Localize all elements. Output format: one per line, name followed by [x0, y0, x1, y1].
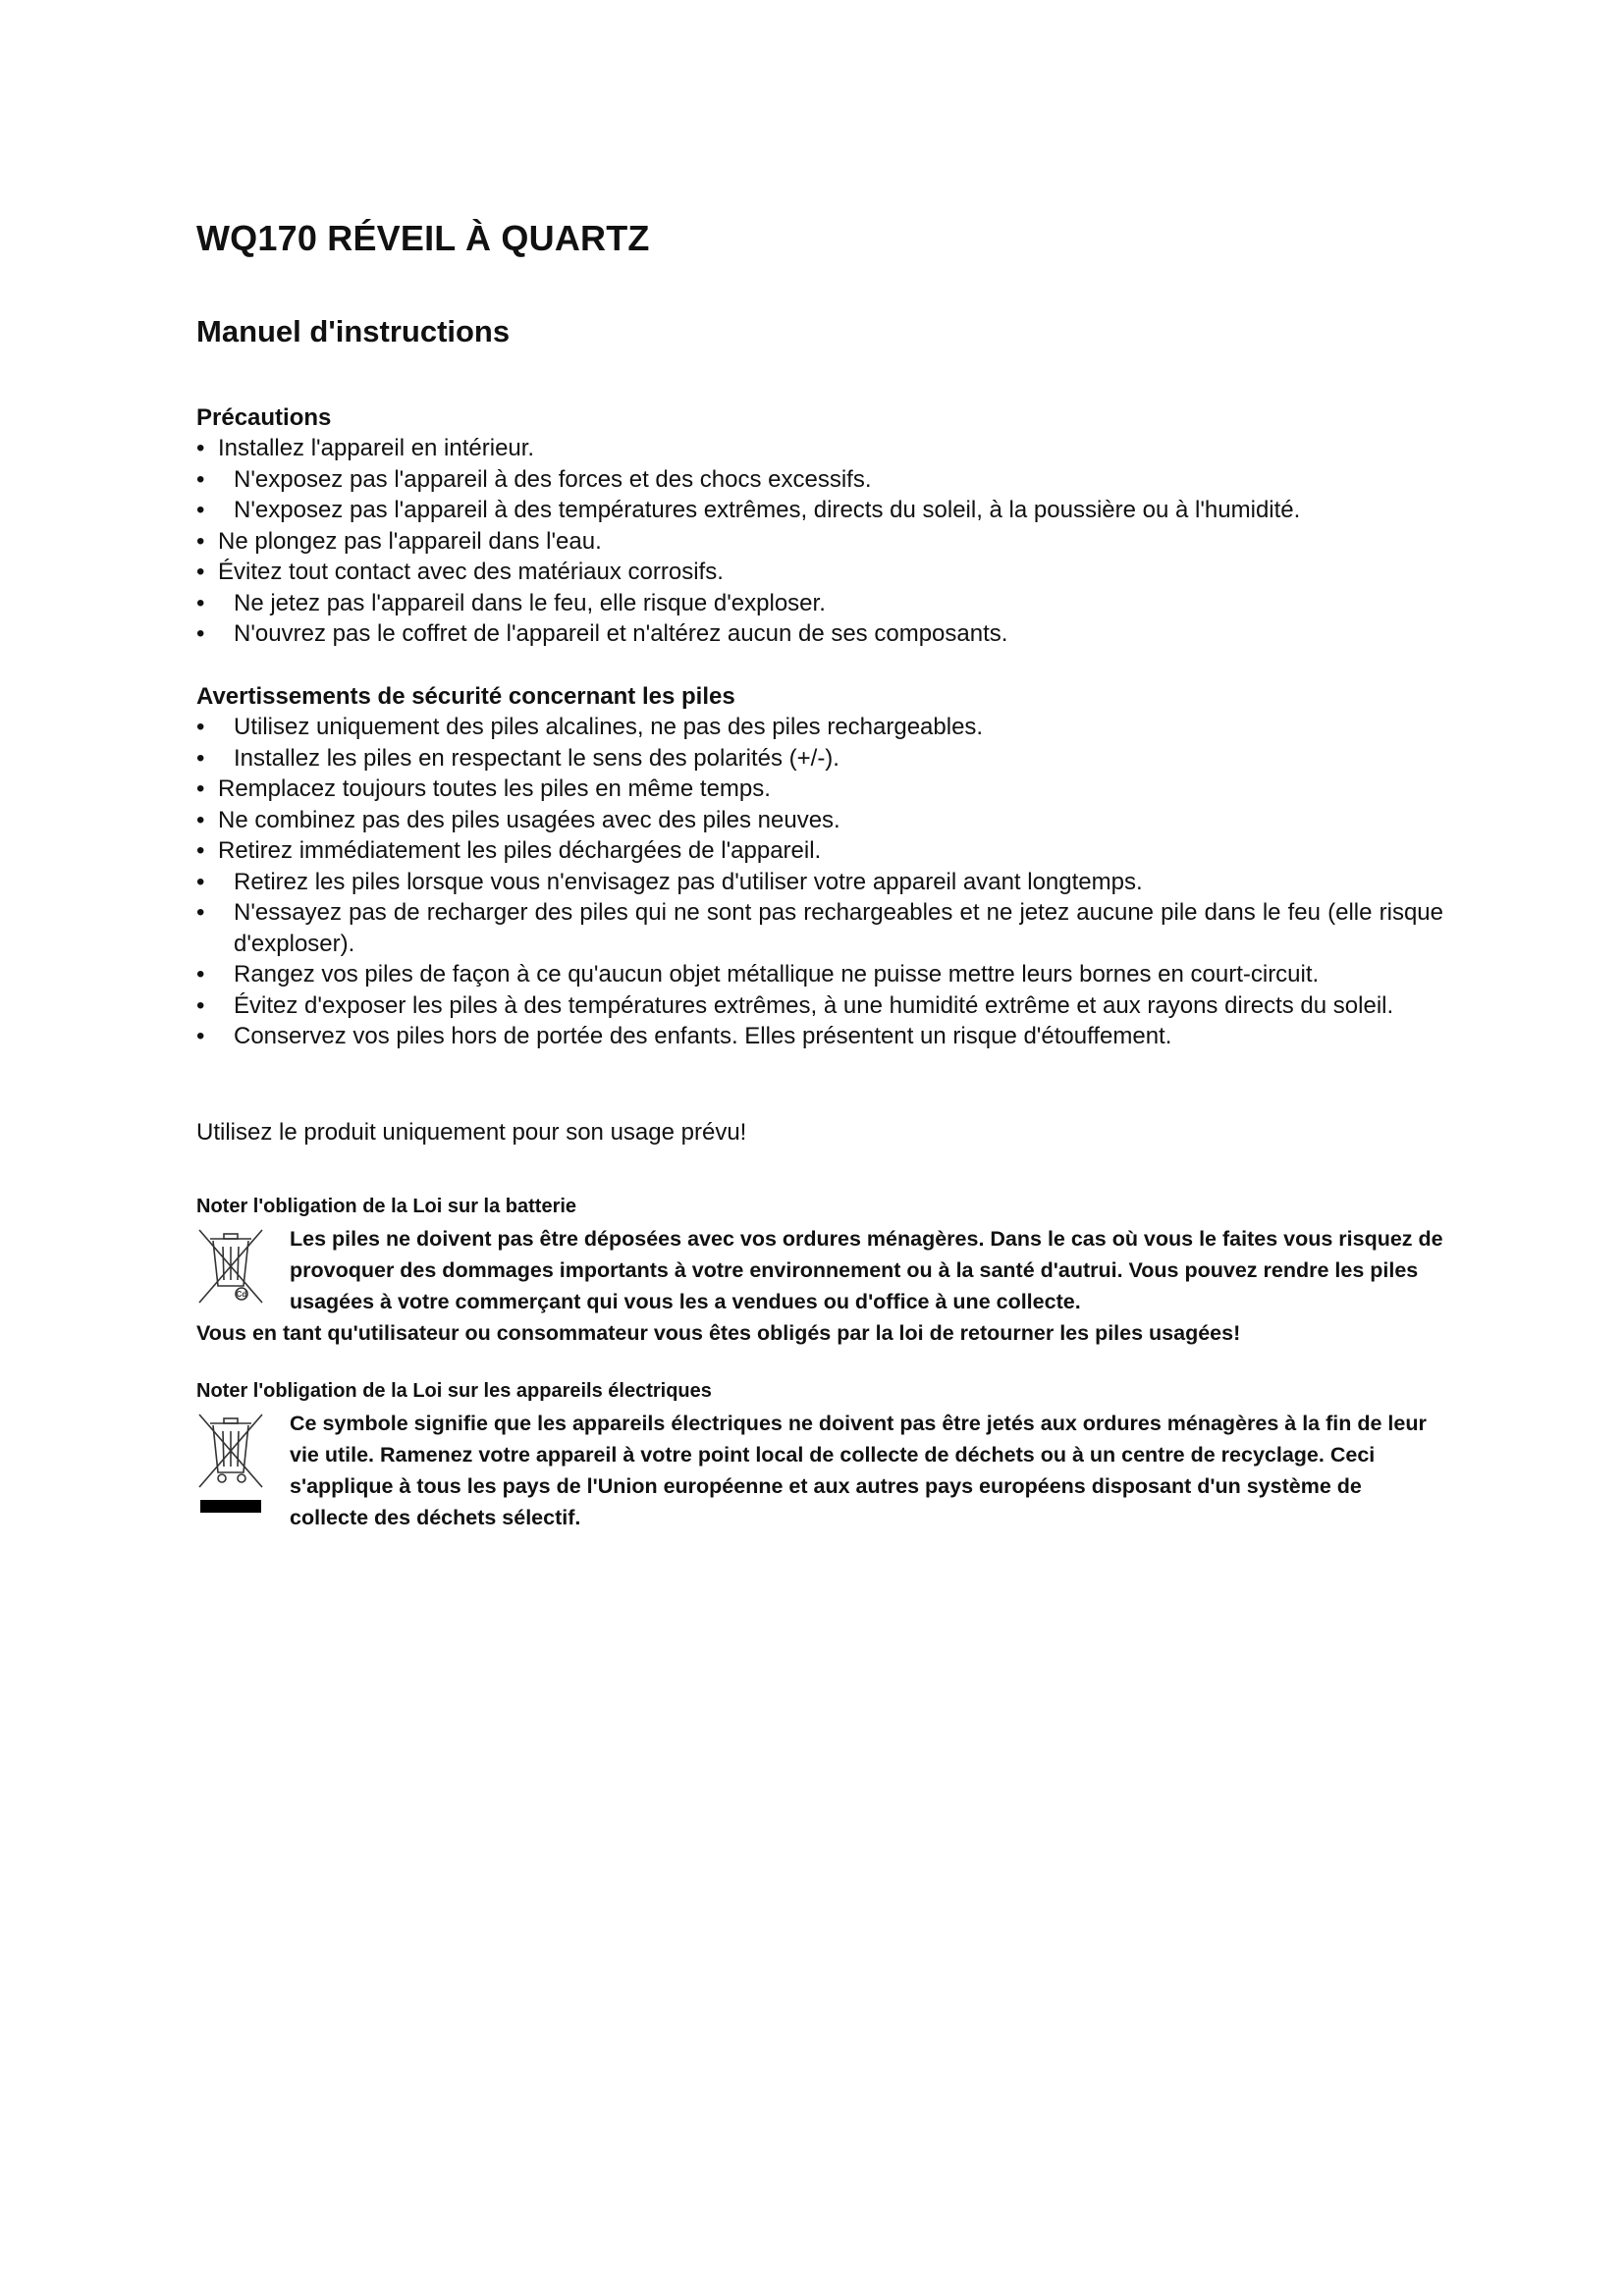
list-item: • Ne jetez pas l'appareil dans le feu, elle risque d'exploser.	[196, 588, 1443, 619]
electrical-law-body	[196, 1408, 1443, 1533]
list-item: • Remplacez toujours toutes les piles en même temps.	[196, 774, 1443, 805]
battery-law-tail: Vous en tant qu'utilisateur ou consommateur vous êtes obligés par la loi de retourner les piles usagées!	[196, 1321, 1241, 1345]
battery-warnings-heading: Avertissements de sécurité concernant les piles	[196, 683, 735, 710]
list-item: • Installez l'appareil en intérieur.	[196, 433, 1443, 464]
usage-note: Utilisez le produit uniquement pour son usage prévu!	[196, 1119, 747, 1146]
list-item: • Rangez vos piles de façon à ce qu'aucun objet métallique ne puisse mettre leurs bornes en court-circuit.	[196, 959, 1443, 990]
list-item: • Utilisez uniquement des piles alcalines, ne pas des piles rechargeables.	[196, 712, 1443, 743]
precautions-heading: Précautions	[196, 404, 332, 431]
list-item: • Retirez les piles lorsque vous n'envisagez pas d'utiliser votre appareil avant longtemps.	[196, 867, 1443, 898]
list-item: • Ne plongez pas l'appareil dans l'eau.	[196, 526, 1443, 558]
battery-law-text: Les piles ne doivent pas être déposées avec vos ordures ménagères. Dans le cas où vous le faites vous risquez de provoquer des dommages importants à votre environnement ou à la santé d'autrui. Vous pouvez rendre les piles usagées à votre commerçant qui vous les a vendues ou d'office à une collecte.	[290, 1227, 1443, 1313]
electrical-law-heading: Noter l'obligation de la Loi sur les appareils électriques	[196, 1380, 712, 1402]
battery-law-body	[196, 1223, 1443, 1317]
electrical-law-section	[196, 1378, 1443, 1533]
battery-law-heading: Noter l'obligation de la Loi sur la batterie	[196, 1196, 577, 1217]
list-item: • N'ouvrez pas le coffret de l'appareil et n'altérez aucun de ses composants.	[196, 618, 1443, 650]
electrical-law-text: Ce symbole signifie que les appareils électriques ne doivent pas être jetés aux ordures ménagères à la fin de leur vie utile. Ramenez votre appareil à votre point local de collecte de déchets ou à un centre de recyclage. Ceci s'applique à tous les pays de l'Union européenne et aux autres pays européens disposant d'un système de collecte des déchets sélectif.	[290, 1412, 1427, 1529]
list-item: • Conservez vos piles hors de portée des enfants. Elles présentent un risque d'étouffement.	[196, 1021, 1443, 1052]
page-subtitle: Manuel d'instructions	[196, 314, 511, 348]
list-item: • N'exposez pas l'appareil à des forces et des chocs excessifs.	[196, 464, 1443, 496]
precautions-list	[196, 433, 1443, 650]
list-item: • Évitez tout contact avec des matériaux corrosifs.	[196, 557, 1443, 588]
list-item: • Installez les piles en respectant le sens des polarités (+/-).	[196, 743, 1443, 774]
list-item: • N'essayez pas de recharger des piles qui ne sont pas rechargeables et ne jetez aucune pile dans le feu (elle risque d'exploser).	[196, 897, 1443, 959]
svg-text:Cd: Cd	[236, 1290, 247, 1299]
list-item: • N'exposez pas l'appareil à des températures extrêmes, directs du soleil, à la poussière ou à l'humidité.	[196, 495, 1443, 526]
crossed-bin-icon	[196, 1227, 265, 1306]
list-item: • Évitez d'exposer les piles à des températures extrêmes, à une humidité extrême et aux rayons directs du soleil.	[196, 990, 1443, 1022]
page-title: WQ170 RÉVEIL À QUARTZ	[196, 218, 650, 258]
list-item: • Ne combinez pas des piles usagées avec des piles neuves.	[196, 805, 1443, 836]
precautions-section	[196, 402, 1443, 650]
battery-warnings-list	[196, 712, 1443, 1052]
weee-bin-icon	[196, 1412, 265, 1520]
battery-law-section	[196, 1194, 1443, 1349]
list-item: • Retirez immédiatement les piles déchargées de l'appareil.	[196, 835, 1443, 867]
battery-warnings-section	[196, 681, 1443, 1052]
